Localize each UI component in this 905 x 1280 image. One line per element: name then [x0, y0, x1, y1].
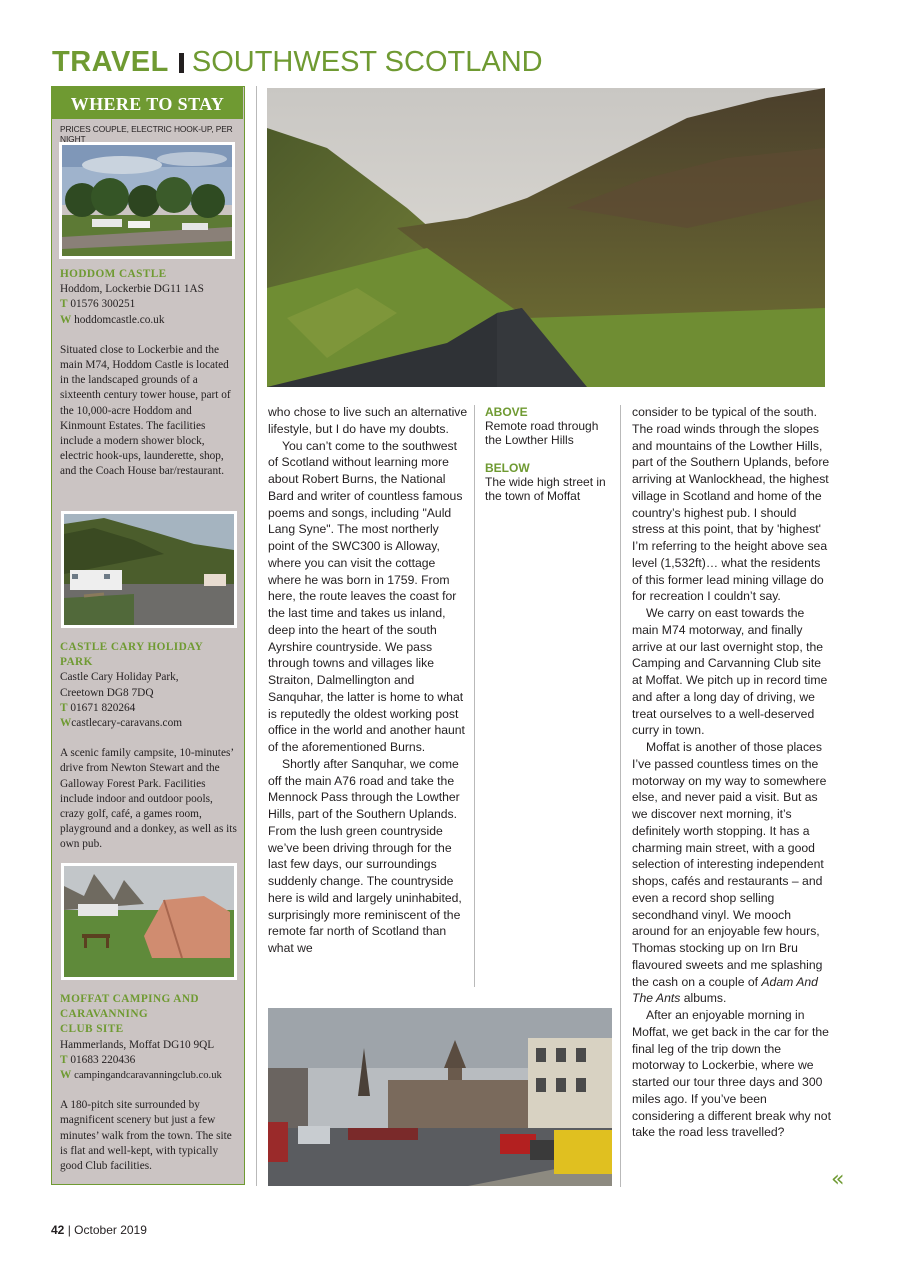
- hoddom-castle-entry: [60, 267, 238, 480]
- castle-cary-photo: [61, 511, 237, 628]
- phone-label: T: [60, 1053, 68, 1066]
- moffat-site-image: [64, 866, 234, 977]
- article-paragraph: We carry on east towards the main M74 motorway, and finally arrive at our last overnight stop, the Camping and Carvanning Club site at Moffat. We pitch up in record time and after a long day of driving, we treat ourselves to a well-deserved curry in town.: [632, 606, 828, 738]
- site-description: A 180-pitch site surrounded by magnificent scenery but just a few minutes’ walk from the town. The site is flat and well-kept, with typically good Club facilities.: [60, 1099, 232, 1173]
- album-title: Adam And The Ants: [632, 974, 818, 1006]
- site-address-line1: Castle Cary Holiday Park,: [60, 671, 179, 684]
- phone-label: T: [60, 701, 68, 714]
- moffat-site-entry: [60, 992, 238, 1174]
- site-address-line2: Creetown DG8 7DQ: [60, 686, 154, 699]
- site-name: CASTLE CARY HOLIDAY PARK: [60, 641, 203, 669]
- region-title: SOUTHWEST SCOTLAND: [191, 46, 543, 78]
- page-header: [52, 46, 543, 82]
- sidebar-subtitle: PRICES COUPLE, ELECTRIC HOOK-UP, PER NIGHT: [60, 124, 233, 144]
- page-number: 42: [51, 1223, 65, 1237]
- web-label: W: [60, 717, 72, 730]
- web-label: W: [60, 313, 72, 326]
- column-rule: [620, 405, 621, 1187]
- caption-below-text: The wide high street in the town of Moffat: [485, 475, 606, 503]
- moffat-street-image: [268, 1008, 612, 1186]
- lowther-hills-photo: [267, 88, 825, 387]
- end-of-article-icon: «: [831, 1167, 845, 1192]
- column-rule: [474, 405, 475, 987]
- site-website[interactable]: hoddomcastle.co.uk: [74, 313, 165, 326]
- site-name-line2: CARAVANNING: [60, 1008, 149, 1021]
- page-footer: [51, 1223, 147, 1237]
- hoddom-castle-image: [62, 145, 232, 256]
- section-title: TRAVEL: [52, 46, 169, 78]
- site-name: HODDOM CASTLE: [60, 268, 167, 280]
- site-name-line3: CLUB SITE: [60, 1023, 124, 1036]
- sidebar-title: WHERE TO STAY: [52, 87, 243, 119]
- site-description: Situated close to Lockerbie and the main M74, Hoddom Castle is located in the landscaped grounds of a sixteenth century tower house, part of the 10,000-acre Hoddom and Kinmount Estates. The facilities include a modern shower block, electric hook-ups, launderette, shop, and the Coach House bar/restaurant.: [60, 343, 231, 478]
- caption-below-label: BELOW: [485, 461, 530, 475]
- article-paragraph: consider to be typical of the south. The road winds through the slopes and mountains of the Lowther Hills, part of the Southern Uplands, before arriving at Wanlockhead, the highest village in Scotland and home of the country’s highest pub. I should stress at this point, that by 'highest' I’m referring to the height above sea level (1,532ft)… what the residents of this former lead mining village do for recreation I couldn’t say.: [632, 405, 830, 604]
- hoddom-castle-photo: [59, 142, 235, 259]
- caption-above-label: ABOVE: [485, 405, 528, 419]
- issue-date: October 2019: [74, 1223, 147, 1237]
- paragraph-text: Moffat is another of those places I’ve passed countless times on the motorway on my way to somewhere else, and never paid a visit. But as we discover next morning, it’s definitely worth stopping. It has a charming main street, with a good selection of interesting independent shops, cafés and restaurants – and even a record shop selling secondhand vinyl. We mooch around for an enjoyable few hours, Thomas stocking up on Irn Bru flavoured sweets and me splashing the cash on a couple of: [632, 740, 827, 989]
- article-paragraph: After an enjoyable morning in Moffat, we get back in the car for the final leg of the trip down the motorway to Lockerbie, where we started our tour three days and 300 miles ago. If you’ve been considering a different break why not take the road less travelled?: [632, 1008, 831, 1140]
- site-website[interactable]: castlecary-caravans.com: [71, 717, 182, 730]
- site-address: Hammerlands, Moffat DG10 9QL: [60, 1038, 215, 1051]
- where-to-stay-sidebar: [51, 86, 245, 1185]
- moffat-street-photo: [268, 1008, 612, 1186]
- article-paragraph: [632, 739, 832, 1007]
- header-divider: [179, 53, 184, 73]
- site-phone: 01671 820264: [70, 701, 136, 714]
- phone-label: T: [60, 298, 68, 311]
- site-website[interactable]: campingandcaravanningclub.co.uk: [74, 1070, 222, 1082]
- article-paragraph: who chose to live such an alternative lifestyle, but I do have my doubts.: [268, 405, 468, 436]
- moffat-site-photo: [61, 863, 237, 980]
- site-name-line1: MOFFAT CAMPING AND: [60, 993, 199, 1005]
- site-phone: 01576 300251: [70, 298, 136, 311]
- castle-cary-image: [64, 514, 234, 625]
- caption-above-text: Remote road through the Lowther Hills: [485, 419, 599, 447]
- footer-separator: |: [67, 1223, 71, 1237]
- site-address: Hoddom, Lockerbie DG11 1AS: [60, 283, 204, 296]
- site-description: A scenic family campsite, 10-minutes’ drive from Newton Stewart and the Galloway Forest Park. Facilities include indoor and outdoor pools, crazy golf, café, a games room, playground and a donkey, as well as its own pub.: [60, 747, 237, 851]
- article-column-2: [632, 404, 832, 1141]
- article-paragraph: Shortly after Sanquhar, we come off the main A76 road and take the Mennock Pass through the Lowther Hills, part of the Southern Uplands. From the lush green countryside we’ve been driving through for the last few days, our surroundings suddenly change. The countryside here is wild and largely uninhabited, surprisingly more reminiscent of the remote far north of Scotland than what we: [268, 756, 462, 955]
- article-paragraph: You can’t come to the southwest of Scotland without learning more about Robert Burns, the National Bard and writer of countless famous poems and songs, including "Auld Lang Syne". The most northerly point of the SWC300 is Alloway, where you can visit the cottage where he was born in 1759. From here, the route leaves the coast for the last time and takes us inland, deep into the heart of the south Ayrshire countryside. We pass through towns and villages like Straiton, Dalmellington and Sanquhar, the latter is home to what is reputedly the oldest working post office in the world and another haunt of the aforementioned Burns.: [268, 438, 465, 754]
- paragraph-text: albums.: [680, 991, 727, 1006]
- web-label: W: [60, 1069, 72, 1082]
- photo-captions: [485, 405, 613, 503]
- site-phone: 01683 220436: [70, 1053, 136, 1066]
- article-column-1: [268, 404, 468, 957]
- castle-cary-entry: [60, 640, 238, 853]
- column-rule: [256, 86, 257, 1186]
- lowther-hills-image: [267, 88, 825, 387]
